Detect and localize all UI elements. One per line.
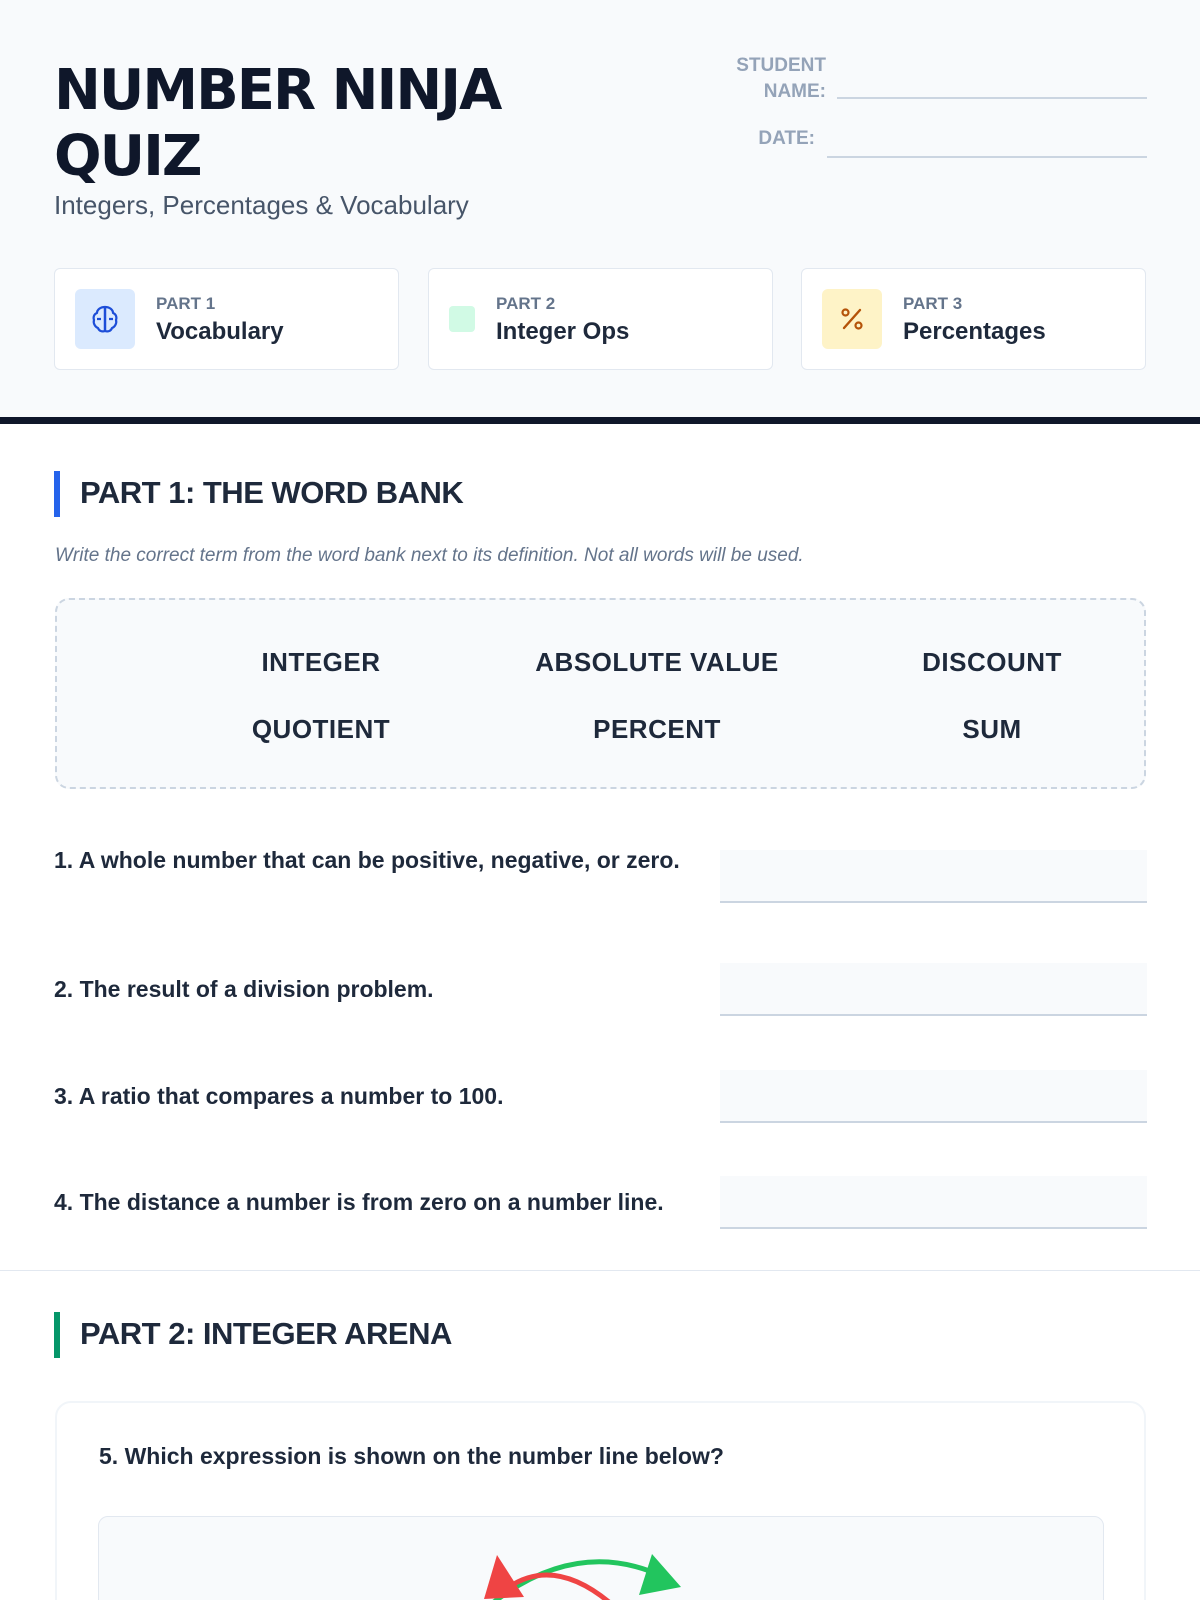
question-1-answer-field[interactable] [720,850,1147,903]
section-title-part1: PART 1: THE WORD BANK [80,475,464,510]
question-4-answer-field[interactable] [720,1176,1147,1229]
student-name-field[interactable] [837,97,1147,99]
part-name: Integer Ops [496,318,630,345]
section-divider [0,1270,1200,1271]
page-title [54,58,614,190]
section-title-part2: PART 2: INTEGER ARENA [80,1316,452,1351]
page-subtitle: Integers, Percentages & Vocabulary [54,190,469,220]
part-kicker: PART 3 [903,294,963,313]
number-line-diagram [98,1516,1104,1600]
title-line-1: NUMBER NINJA [54,58,501,123]
word-bank-term: SUM [962,714,1022,744]
question-5-card [55,1401,1146,1600]
brain-icon [75,289,135,349]
arrowhead-negative [484,1555,524,1599]
part-card-vocabulary [54,268,399,370]
title-line-2: QUIZ [54,124,201,189]
word-bank-term: QUOTIENT [251,714,391,744]
square-icon [449,306,475,332]
question-3-text: 3. A ratio that compares a number to 100. [54,1083,504,1109]
part-name: Percentages [903,318,1046,345]
jump-arc-negative [509,1575,609,1600]
part-kicker: PART 1 [156,294,216,313]
part-name: Vocabulary [156,318,284,345]
word-bank-term: INTEGER [261,647,381,677]
word-bank-term: DISCOUNT [922,647,1062,677]
question-3-answer-field[interactable] [720,1070,1147,1123]
question-2-text: 2. The result of a division problem. [54,976,434,1002]
arrowhead-positive [639,1554,681,1595]
word-bank [55,598,1146,789]
part-card-percentages [801,268,1146,370]
word-bank-term: ABSOLUTE VALUE [535,647,779,677]
number-line-arrows [99,1517,1104,1600]
student-name-label-line-1: STUDENT [736,55,826,76]
section-accent-bar [54,1312,60,1358]
question-2-answer-field[interactable] [720,963,1147,1016]
instructions-text: Write the correct term from the word bank next to its definition. Not all words will be used. [55,545,804,566]
student-name-label-line-2: NAME: [763,81,826,102]
part-kicker: PART 2 [496,294,556,313]
quiz-header [0,0,1200,424]
word-bank-term: PERCENT [593,714,721,744]
part-card-integer-ops [428,268,773,370]
question-4-text: 4. The distance a number is from zero on a number line. [54,1189,664,1215]
section-accent-bar [54,471,60,517]
percent-icon [822,289,882,349]
question-1-text: 1. A whole number that can be positive, negative, or zero. [54,847,680,873]
date-label: DATE: [758,128,815,149]
student-name-label [700,53,826,105]
question-5-text: 5. Which expression is shown on the number line below? [99,1443,724,1469]
date-field[interactable] [827,156,1147,158]
